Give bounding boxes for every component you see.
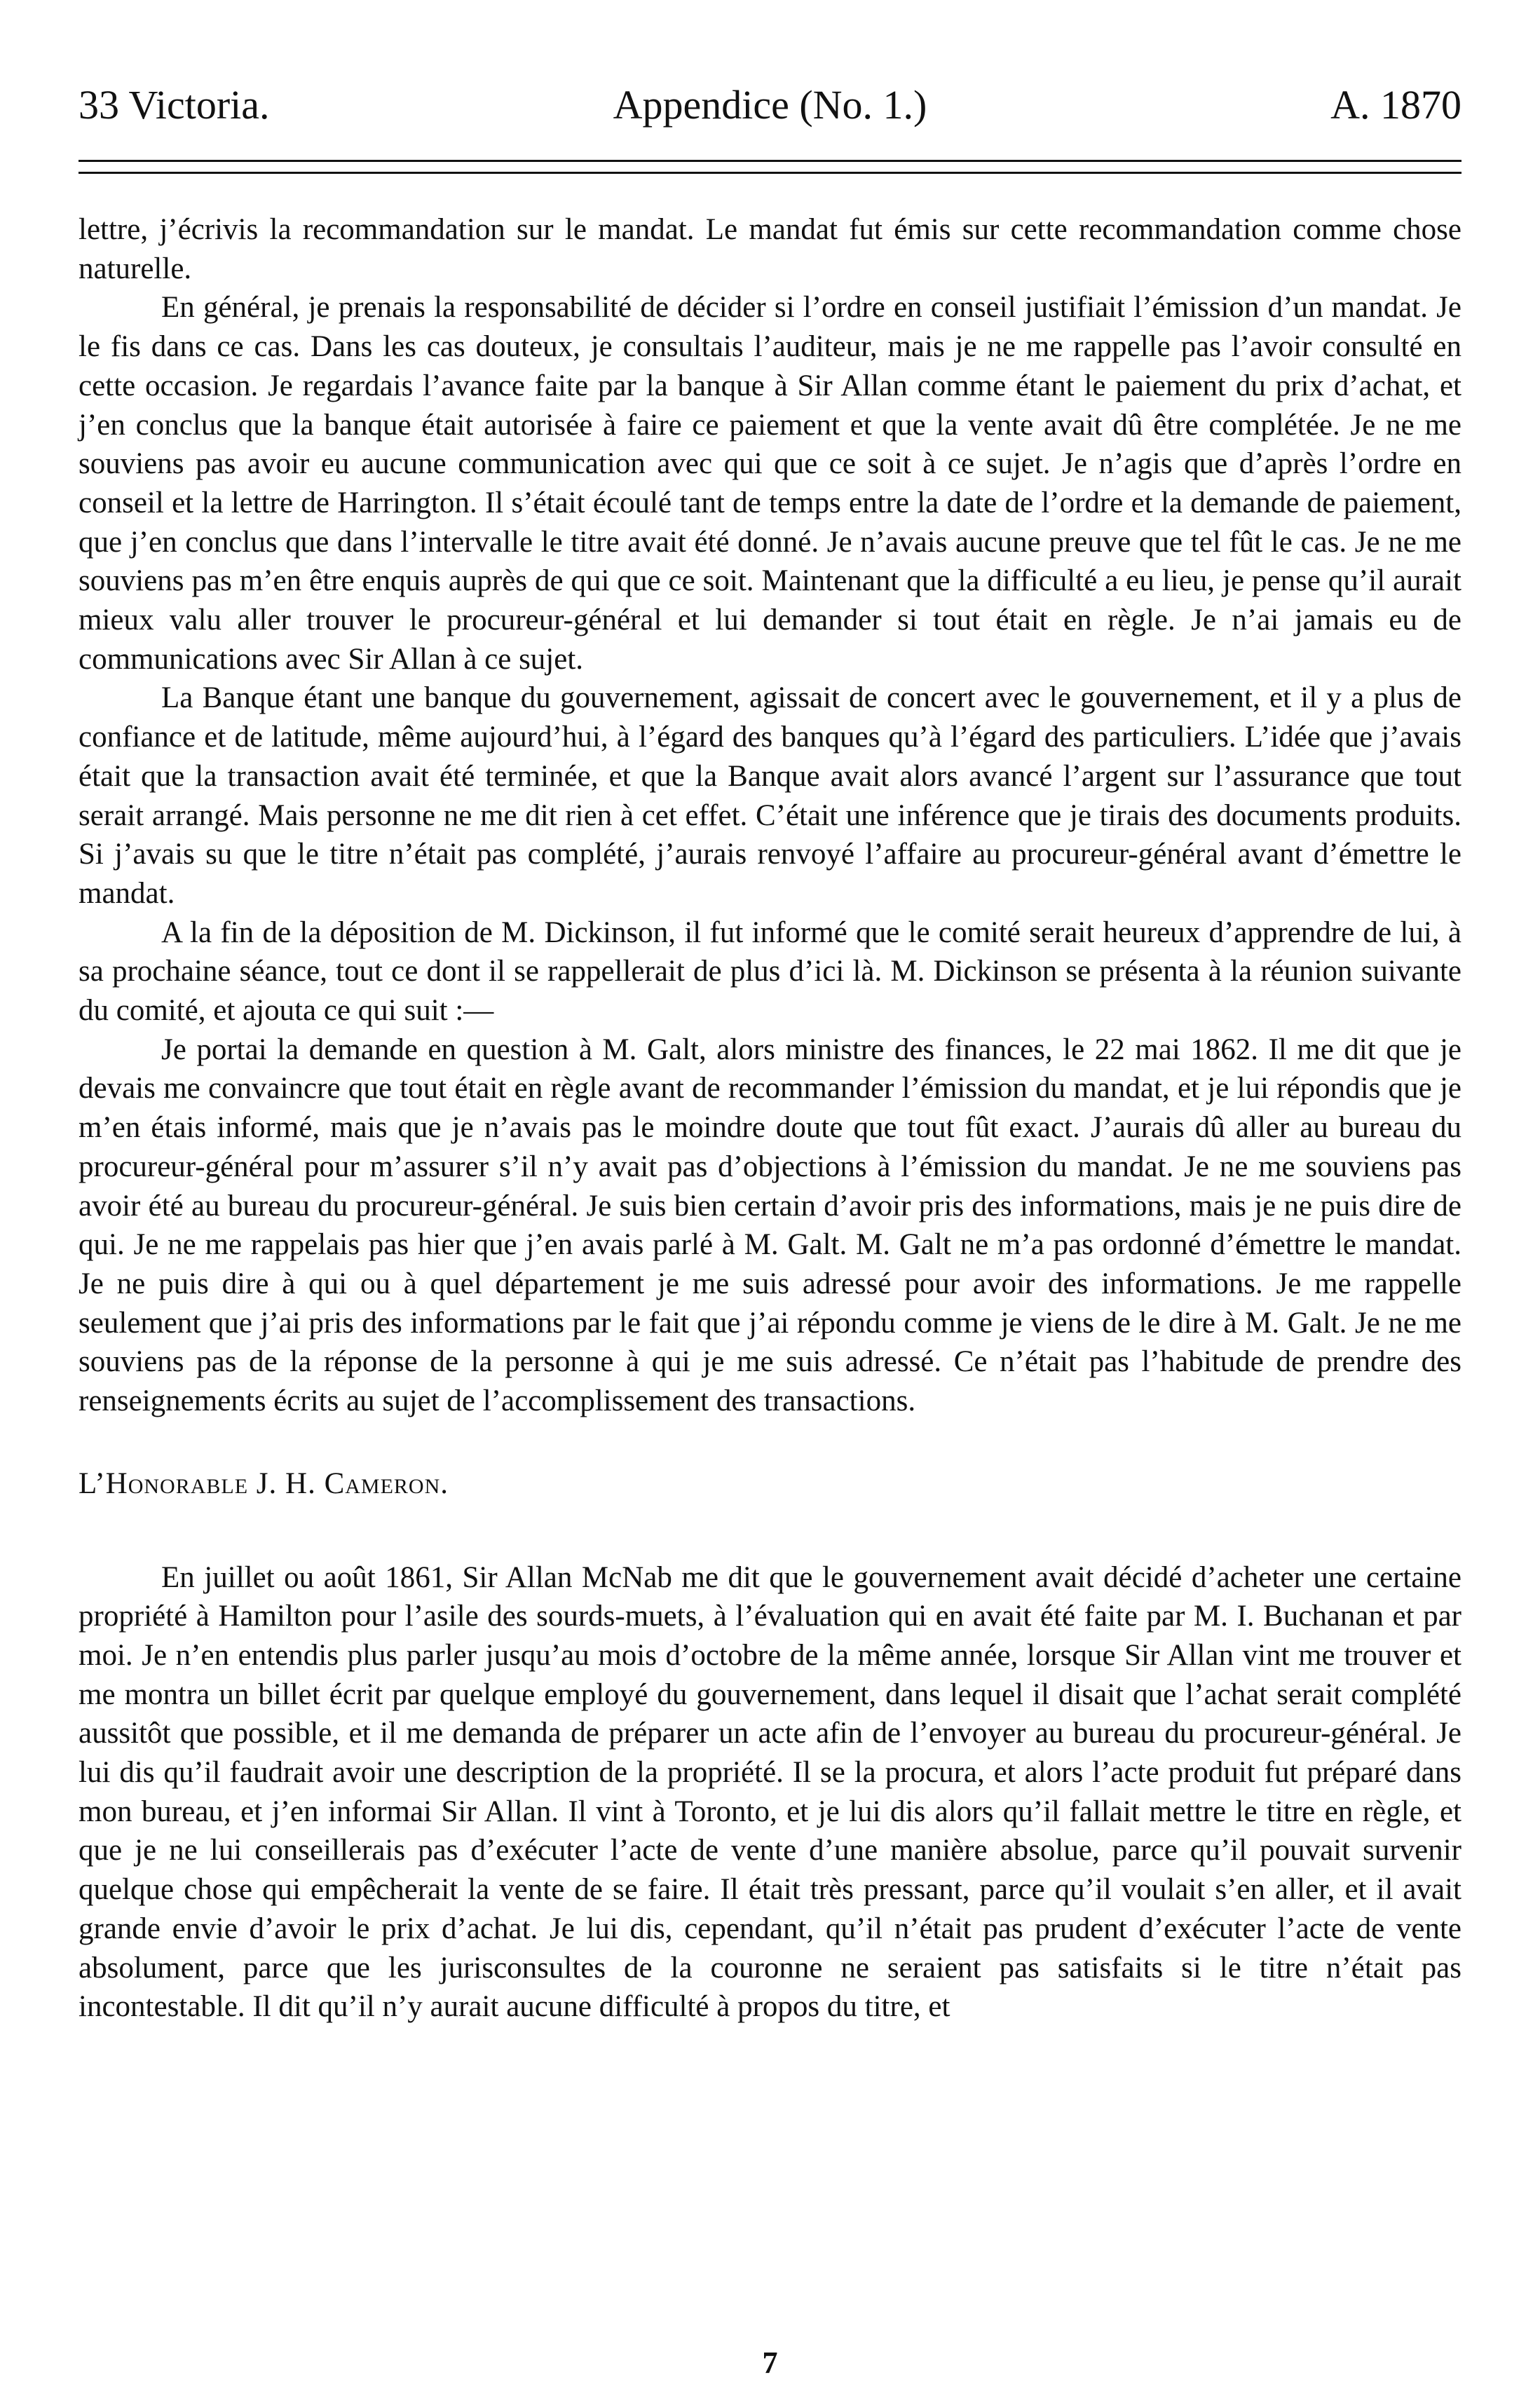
header-appendix: Appendice (No. 1.) bbox=[613, 82, 927, 128]
section-heading bbox=[79, 1464, 1461, 1504]
header-double-rule bbox=[79, 160, 1461, 174]
heading-prefix: L’ bbox=[79, 1466, 106, 1500]
header-year: A. 1870 bbox=[1330, 82, 1461, 128]
heading-initials: J. H. bbox=[256, 1466, 316, 1500]
paragraph-continuation: lettre, j’écrivis la recommandation sur le mandat. Le mandat fut émis sur cette recommandation comme chose naturelle. bbox=[79, 213, 1461, 285]
running-header bbox=[79, 74, 1461, 137]
body-text bbox=[79, 210, 1461, 2027]
heading-surname: Cameron. bbox=[324, 1466, 449, 1500]
heading-title: Honorable bbox=[105, 1466, 249, 1500]
paragraph: Je portai la demande en question à M. Galt, alors ministre des finances, le 22 mai 1862. Il me dit que je devais me convaincre que tout était en règle avant de recommander l’émission du mandat, et je lui répondis que je m’en étais informé, mais que je n’avais pas le moindre doute que tout fût exact. J’aurais dû aller au bureau du procureur-général pour m’assurer s’il n’y avait pas d’objections à l’émission du mandat. Je ne me souviens pas avoir été au bureau du procureur-général. Je suis bien certain d’avoir pris des informations, mais je ne puis dire de qui. Je ne me rappelais pas hier que j’en avais parlé à M. Galt. M. Galt ne m’a pas ordonné d’émettre le mandat. Je ne puis dire à qui ou à quel département je me suis adressé pour avoir des informations. Je me rappelle seulement que j’ai pris des informations par le fait que j’ai répondu comme je viens de le dire à M. Galt. Je ne me souviens pas de la réponse de la personne à qui je me suis adressé. Ce n’était pas l’habitude de prendre des renseignements écrits au sujet de l’accomplissement des transactions. bbox=[79, 1033, 1461, 1418]
header-session: 33 Victoria. bbox=[79, 82, 270, 128]
paragraph: En juillet ou août 1861, Sir Allan McNab me dit que le gouvernement avait décidé d’acheter une certaine propriété à Hamilton pour l’asile des sourds-muets, à l’évaluation qui en avait été faite par M. I. Buchanan et par moi. Je n’en entendis plus parler jusqu’au mois d’octobre de la même année, lorsque Sir Allan vint me trouver et me montra un billet écrit par quelque employé du gouvernement, dans lequel il disait que l’achat serait complété aussitôt que possible, et il me demanda de préparer un acte afin de l’envoyer au bureau du procureur-général. Je lui dis qu’il faudrait avoir une description de la propriété. Il se la procura, et alors l’acte produit fut préparé dans mon bureau, et j’en informai Sir Allan. Il vint à Toronto, et je lui dis alors qu’il fallait mettre le titre en règle, et que je ne lui conseillerais pas d’exécuter l’acte de vente d’une manière absolue, parce qu’il pouvait survenir quelque chose qui empêcherait la vente de se faire. Il était très pressant, parce qu’il voulait s’en aller, et il avait grande envie d’avoir le prix d’achat. Je lui dis, cependant, qu’il n’était pas prudent d’exécuter l’acte de vente absolument, parce que les jurisconsultes de la couronne ne seraient pas satisfaits si le titre n’était pas incontestable. Il dit qu’il n’y aurait aucune difficulté à propos du titre, et bbox=[79, 1560, 1461, 2024]
paragraph: A la fin de la déposition de M. Dickinson, il fut informé que le comité serait heureux d’apprendre de lui, à sa prochaine séance, tout ce dont il se rappellerait de plus d’ici là. M. Dickinson se présenta à la réunion suivante du comité, et ajouta ce qui suit :— bbox=[79, 915, 1461, 1028]
paragraph: En général, je prenais la responsabilité de décider si l’ordre en conseil justifiait l’émission d’un mandat. Je le fis dans ce cas. Dans les cas douteux, je consultais l’auditeur, mais je ne me rappelle pas l’avoir consulté en cette occasion. Je regardais l’avance faite par la banque à Sir Allan comme étant le paiement du prix d’achat, et j’en conclus que la banque était autorisée à faire ce paiement et que la vente avait dû être complétée. Je ne me souviens pas avoir eu aucune communication avec qui que ce soit à ce sujet. Je n’agis que d’après l’ordre en conseil et la lettre de Harrington. Il s’était écoulé tant de temps entre la date de l’ordre et la demande de paiement, que j’en conclus que dans l’intervalle le titre avait été donné. Je n’avais aucune preuve que tel fût le cas. Je ne me souviens pas m’en être enquis auprès de qui que ce soit. Maintenant que la difficulté a eu lieu, je pense qu’il aurait mieux valu aller trouver le procureur-général et lui demander si tout était en règle. Je n’ai jamais eu de communications avec Sir Allan à ce sujet. bbox=[79, 291, 1461, 676]
paragraph: La Banque étant une banque du gouvernement, agissait de concert avec le gouvernement, et il y a plus de confiance et de latitude, même aujourd’hui, à l’égard des banques qu’à l’égard des particuliers. L’idée que j’avais était que la transaction avait été terminée, et que la Banque avait alors avancé l’argent sur l’assurance que tout serait arrangé. Mais personne ne me dit rien à cet effet. C’était une inférence que je tirais des documents produits. Si j’avais su que le titre n’était pas complété, j’aurais renvoyé l’affaire au procureur-général avant d’émettre le mandat. bbox=[79, 681, 1461, 910]
page-number: 7 bbox=[762, 2346, 778, 2380]
